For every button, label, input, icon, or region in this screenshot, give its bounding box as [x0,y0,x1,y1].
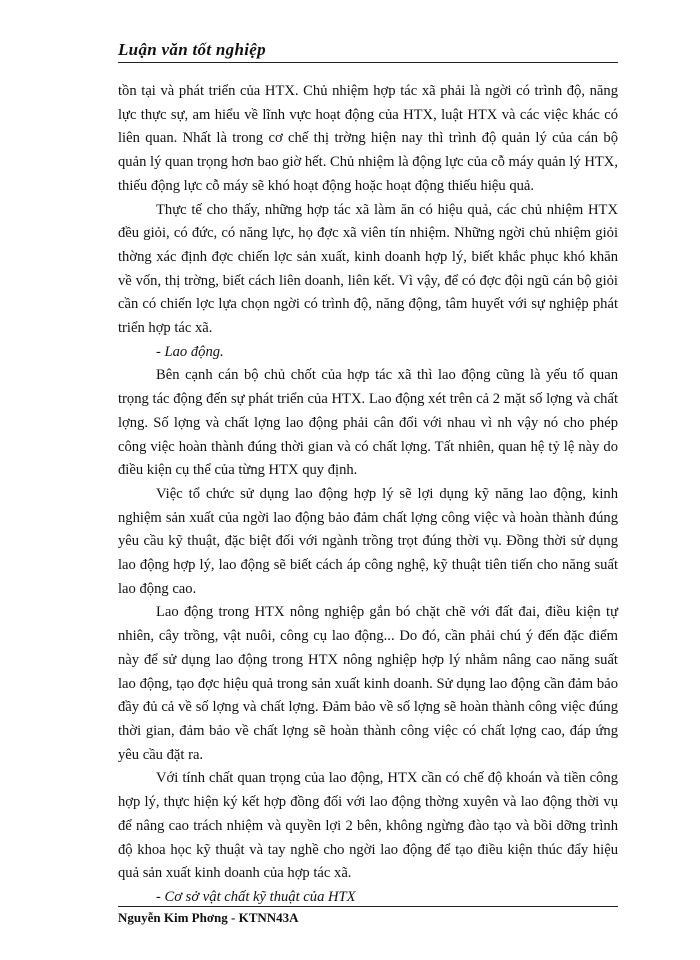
paragraph: Thực tế cho thấy, những hợp tác xã làm ăn có hiệu quả, các chủ nhiệm HTX đều giỏi, có đức, có năng lực, họ đợc xã viên tín nhiệm. Những ngời chủ nhiệm giỏi thờng xác định đợc chiến lợc sản xuất, kinh doanh hợp lý, biết khắc phục khó khăn về vốn, thị trờng, biết cách liên doanh, liên kết. Vì vậy, để có đợc đội ngũ cán bộ giỏi cần có chiến lợc lựa chọn ngời có trình độ, năng động, tâm huyết với sự nghiệp phát triển hợp tác xã. [118,201,618,337]
running-footer: Nguyễn Kim Phơng - KTNN43A [118,910,299,925]
subheading: - Lao động. [156,343,224,360]
paragraph: Việc tổ chức sử dụng lao động hợp lý sẽ lợi dụng kỹ năng lao động, kinh nghiệm sản xuất của ngời lao động bảo đảm chất lợng công việc và hoàn thành đúng yêu cầu kỹ thuật, đặc biệt đối với ngành trồng trọt đúng thời vụ. Đồng thời sử dụng lao động hợp lý, lao động sẽ biết cách áp công nghệ, kỹ thuật tiên tiến cho năng suất lao động cao. [118,485,618,597]
running-header: Luận văn tốt nghiệp [118,40,266,59]
paragraph: tồn tại và phát triển của HTX. Chủ nhiệm hợp tác xã phải là ngời có trình độ, năng lực thực sự, am hiểu về lĩnh vực hoạt động của HTX, luật HTX và các việc khác có liên quan. Nhất là trong cơ chế thị trờng hiện nay thì trình độ quản lý của cán bộ quản lý quan trọng hơn bao giờ hết. Chủ nhiệm là động lực của cỗ máy quản lý HTX, thiếu động lực cỗ máy sẽ khó hoạt động hoặc hoạt động thiếu hiệu quả. [118,83,618,194]
header-divider [118,62,618,63]
paragraph: Với tính chất quan trọng của lao động, HTX cần có chế độ khoán và tiền công hợp lý, thực hiện ký kết hợp đồng đối với lao động thờng xuyên và lao động thời vụ để nâng cao trách nhiệm và quyền lợi 2 bên, không ngừng đào tạo và bồi dỡng trình độ khoa học kỹ thuật và tay nghề cho ngời lao động để tạo điều kiện thúc đẩy hiệu quả sản xuất kinh doanh của hợp tác xã. [118,770,618,882]
footer-divider [118,906,618,907]
paragraph: Lao động trong HTX nông nghiệp gắn bó chặt chẽ với đất đai, điều kiện tự nhiên, cây trồng, vật nuôi, công cụ lao động... Do đó, cần phải chú ý đến đặc điểm này để sử dụng lao động trong HTX nông nghiệp hợp lý nhằm nâng cao năng suất lao động, tạo đợc hiệu quả trong sản xuất kinh doanh. Sử dụng lao động cần đảm bảo đầy đủ cả về số lợng và chất lợng. Đảm bảo về số lợng sẽ hoàn thành công việc đúng thời gian, đảm bảo về chất lợng sẽ hoàn thành công việc có chất lợng cao, đáp ứng yêu cầu đặt ra. [118,604,618,763]
subheading: - Cơ sở vật chất kỹ thuật của HTX [156,888,356,905]
body-text [118,80,618,910]
paragraph: Bên cạnh cán bộ chủ chốt của hợp tác xã thì lao động cũng là yếu tố quan trọng tác động đến sự phát triển của HTX. Lao động xét trên cả 2 mặt số lợng và chất lợng. Số lợng và chất lợng lao động phải cân đối với nhau vì nh vậy nó cho phép công việc hoàn thành đúng thời gian và có chất lợng. Tất nhiên, quan hệ tỷ lệ này do điều kiện cụ thể của từng HTX quy định. [118,367,618,479]
